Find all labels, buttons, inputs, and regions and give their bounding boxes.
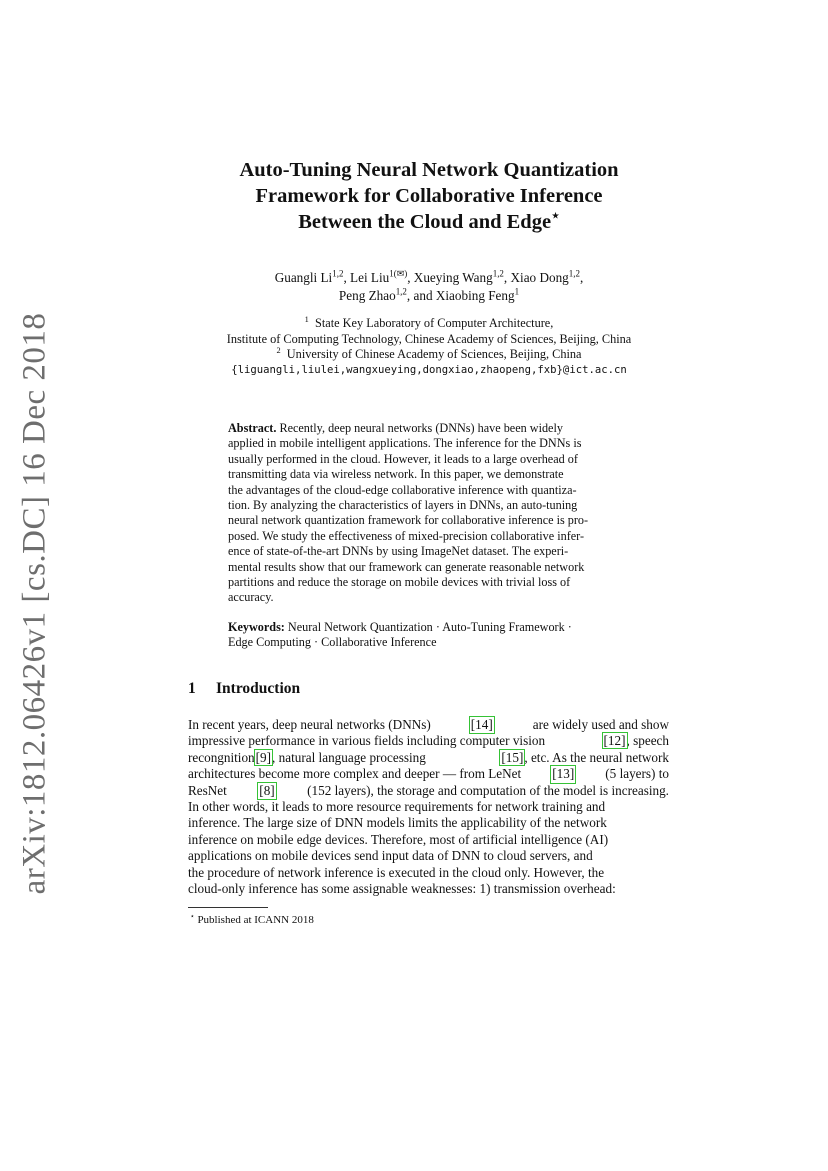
- affiliation-line: Institute of Computing Technology, Chinese Academy of Sciences, Beijing, China: [226, 331, 632, 346]
- author-name: Lei Liu: [350, 270, 390, 285]
- citation-link[interactable]: [14]: [470, 717, 493, 732]
- footnote: [190, 913, 314, 927]
- author-affil-sup: 1(✉): [389, 268, 408, 279]
- keywords: [228, 620, 630, 651]
- abstract-label: Abstract.: [228, 421, 277, 435]
- author-affil-sup: 1,2: [332, 268, 344, 279]
- body-text: impressive performance in various fields including computer vision: [188, 733, 546, 749]
- keywords-text: Neural Network Quantization · Auto-Tuning Framework ·: [287, 620, 572, 634]
- body-text: (5 layers) to: [605, 766, 669, 782]
- abstract-line: tion. By analyzing the characteristics of layers in DNNs, an auto-tuning: [228, 498, 578, 513]
- title-line-2: Framework for Collaborative Inference: [255, 185, 603, 207]
- affiliation-line: [100, 347, 758, 363]
- body-line: inference on mobile edge devices. Therefore, most of artificial intelligence (AI): [188, 831, 609, 847]
- body-text: , etc. As the neural network: [524, 749, 669, 765]
- affiliation-line: [100, 316, 758, 332]
- body-line: [188, 783, 669, 799]
- author-affil-sup: 1,2: [395, 286, 407, 297]
- body-line: In other words, it leads to more resource requirements for network training and: [188, 799, 606, 815]
- section-heading: [188, 680, 300, 698]
- author-name: and Xiaobing Feng: [413, 288, 515, 303]
- body-text: , speech: [626, 733, 669, 749]
- body-text: recongnition: [188, 749, 255, 765]
- body-text: architectures become more complex and deeper — from LeNet: [188, 766, 522, 782]
- body-text: are widely used and show: [532, 717, 669, 732]
- body-line: [188, 766, 669, 782]
- abstract: [228, 421, 630, 606]
- abstract-line: usually performed in the cloud. However, it leads to a large overhead of: [228, 451, 578, 466]
- introduction-paragraph: [188, 717, 669, 897]
- keywords-first: [228, 620, 572, 635]
- body-line: [188, 750, 669, 766]
- keywords-line: [228, 620, 630, 635]
- paper-title: [140, 157, 718, 235]
- author-name: Xueying Wang: [413, 270, 493, 285]
- abstract-line: [228, 421, 630, 436]
- author-emails: {liguangli,liulei,wangxueying,dongxiao,zhaopeng,fxb}@ict.ac.cn: [231, 363, 627, 376]
- author-list: [120, 269, 738, 305]
- abstract-line: neural network quantization framework for collaborative inference is pro-: [228, 513, 589, 528]
- keywords-line: Edge Computing · Collaborative Inference: [228, 635, 437, 650]
- body-line: [188, 733, 669, 749]
- author-affil-sup: 1,2: [568, 268, 580, 279]
- citation-link[interactable]: [13]: [552, 766, 575, 782]
- abstract-line: accuracy.: [228, 590, 274, 605]
- author-name: Xiao Dong: [510, 270, 569, 285]
- body-text-group: [500, 750, 669, 766]
- body-line: applications on mobile devices send input data of DNN to cloud servers, and: [188, 848, 593, 864]
- affiliation-sup: 1: [304, 314, 309, 324]
- footnote-text: Published at ICANN 2018: [197, 914, 314, 926]
- body-text: , natural language processing: [272, 749, 426, 765]
- keywords-label: Keywords:: [228, 620, 285, 634]
- body-text: In recent years, deep neural networks (DNNs): [188, 717, 431, 732]
- affiliations: [100, 316, 758, 378]
- footnote-mark: ⋆: [190, 911, 195, 921]
- author-affil-sup: 1,2: [492, 268, 504, 279]
- body-line: cloud-only inference has some assignable weaknesses: 1) transmission overhead:: [188, 881, 616, 897]
- section-number: 1: [188, 680, 196, 697]
- citation-link[interactable]: [12]: [603, 733, 626, 749]
- footnote-rule: [188, 907, 268, 908]
- author-name: Peng Zhao: [338, 288, 396, 303]
- citation-link[interactable]: [8]: [259, 782, 275, 798]
- abstract-line: partitions and reduce the storage on mobile devices with trivial loss of: [228, 575, 571, 590]
- abstract-first: [228, 421, 563, 436]
- title-line-1: Auto-Tuning Neural Network Quantization: [239, 159, 619, 181]
- arxiv-identifier: arXiv:1812.06426v1 [cs.DC] 16 Dec 2018: [16, 312, 53, 894]
- affiliation-text: University of Chinese Academy of Sciences, Beijing, China: [286, 347, 582, 361]
- author-line-2: Peng Zhao$^{1,2}$, and Xiaobing Feng$^1$: [338, 286, 520, 303]
- author-name: Guangli Li: [274, 270, 333, 285]
- body-line: [188, 717, 669, 733]
- abstract-line: transmitting data via wireless network. In this paper, we demonstrate: [228, 467, 564, 482]
- body-text: (152 layers), the storage and computation of the model is increasing.: [307, 782, 669, 798]
- body-text: ResNet: [188, 782, 227, 798]
- title-line-3-text: Between the Cloud and Edge: [298, 211, 552, 233]
- affiliation-text: State Key Laboratory of Computer Architecture,: [315, 316, 554, 330]
- abstract-line: applied in mobile intelligent applications. The inference for the DNNs is: [228, 436, 582, 451]
- abstract-line: the advantages of the cloud-edge collaborative inference with quantiza-: [228, 482, 577, 497]
- author-affil-sup: 1: [514, 286, 520, 297]
- abstract-text: Recently, deep neural networks (DNNs) have been widely: [279, 421, 563, 435]
- affiliation-sup: 2: [276, 345, 281, 355]
- title-footnote-mark: ⋆: [551, 209, 560, 225]
- body-line: the procedure of network inference is executed in the cloud only. However, the: [188, 864, 605, 880]
- body-text-group: [188, 750, 426, 766]
- citation-link[interactable]: [15]: [501, 749, 524, 765]
- abstract-line: ence of state-of-the-art DNNs by using ImageNet dataset. The experi-: [228, 544, 569, 559]
- body-line: inference. The large size of DNN models limits the applicability of the network: [188, 815, 607, 831]
- abstract-line: posed. We study the effectiveness of mixed-precision collaborative infer-: [228, 528, 585, 543]
- body-text-group: [603, 733, 669, 749]
- author-line-1: Guangli Li$^{1,2}$, Lei Liu$^{1(✉)}$, Xueying Wang$^{1,2}$, Xiao Dong$^{1,2}$,: [274, 268, 584, 285]
- citation-link[interactable]: [9]: [255, 749, 272, 765]
- arxiv-sidebar: [12, 312, 58, 894]
- section-title: Introduction: [216, 680, 301, 697]
- title-line-3: [140, 209, 718, 235]
- abstract-line: mental results show that our framework can generate reasonable network: [228, 559, 585, 574]
